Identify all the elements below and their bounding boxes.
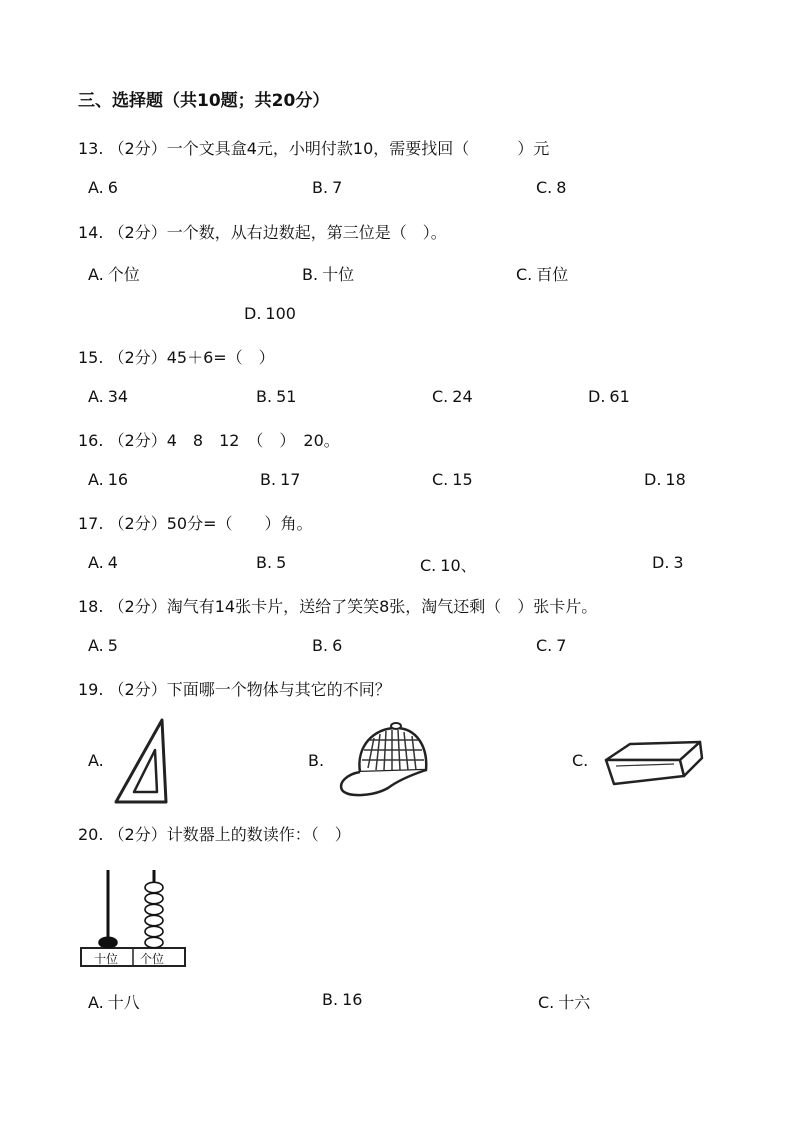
q16-option-a[interactable]: A. 16 [88, 470, 129, 489]
q20-option-c[interactable]: C. 十六 [538, 993, 591, 1012]
section-heading: 三、选择题（共10题；共20分） [78, 91, 330, 111]
ones-bead [145, 893, 163, 903]
q17-option-c[interactable]: C. 10、 [420, 556, 477, 575]
q13-option-c[interactable]: C. 8 [536, 178, 567, 197]
question-19-text: 19. （2分）下面哪一个物体与其它的不同？ [78, 680, 391, 699]
q16-option-d[interactable]: D. 18 [644, 470, 686, 489]
ones-bead [145, 937, 163, 947]
question-20-text: 20. （2分）计数器上的数读作：（ ） [78, 825, 351, 844]
question-13-text: 13. （2分）一个文具盒4元，小明付款10，需要找回（ ）元 [78, 139, 550, 158]
q15-option-c[interactable]: C. 24 [432, 387, 473, 406]
abacus-tens-label: 十位 [94, 952, 119, 966]
abacus-ones-label: 个位 [140, 952, 165, 966]
tens-bead [99, 937, 117, 947]
q20-option-b[interactable]: B. 16 [322, 990, 363, 1009]
q17-option-a[interactable]: A. 4 [88, 553, 118, 572]
q13-option-a[interactable]: A. 6 [88, 178, 118, 197]
q17-option-b[interactable]: B. 5 [256, 553, 287, 572]
question-16-text: 16. （2分）4 8 12 （ ） 20。 [78, 431, 340, 450]
q15-option-a[interactable]: A. 34 [88, 387, 129, 406]
ones-bead [145, 904, 163, 914]
q18-option-a[interactable]: A. 5 [88, 636, 118, 655]
q18-option-c[interactable]: C. 7 [536, 636, 567, 655]
ones-bead [145, 882, 163, 892]
q14-option-a[interactable]: A. 个位 [88, 265, 140, 284]
q14-option-d[interactable]: D. 100 [244, 304, 296, 323]
question-14-text: 14. （2分）一个数，从右边数起，第三位是（ ）。 [78, 223, 447, 242]
q15-option-d[interactable]: D. 61 [588, 387, 630, 406]
q14-option-c[interactable]: C. 百位 [516, 265, 569, 284]
ones-bead [145, 926, 163, 936]
q16-option-b[interactable]: B. 17 [260, 470, 301, 489]
abacus-icon [80, 866, 186, 970]
eraser-icon [600, 736, 704, 792]
q19-option-c[interactable]: C. [572, 751, 589, 770]
cap-icon [334, 720, 430, 800]
q20-option-a[interactable]: A. 十八 [88, 993, 140, 1012]
triangle-ruler-icon [112, 716, 168, 806]
q16-option-c[interactable]: C. 15 [432, 470, 473, 489]
q17-option-d[interactable]: D. 3 [652, 553, 684, 572]
q19-option-b[interactable]: B. [308, 751, 325, 770]
question-15-text: 15. （2分）45＋6=（ ） [78, 348, 275, 367]
question-17-text: 17. （2分）50分=（ ）角。 [78, 514, 313, 533]
q19-option-a[interactable]: A. [88, 751, 104, 770]
q13-option-b[interactable]: B. 7 [312, 178, 343, 197]
question-18-text: 18. （2分）淘气有14张卡片，送给了笑笑8张，淘气还剩（ ）张卡片。 [78, 597, 598, 616]
q15-option-b[interactable]: B. 51 [256, 387, 297, 406]
q18-option-b[interactable]: B. 6 [312, 636, 343, 655]
ones-bead [145, 915, 163, 925]
q14-option-b[interactable]: B. 十位 [302, 265, 355, 284]
